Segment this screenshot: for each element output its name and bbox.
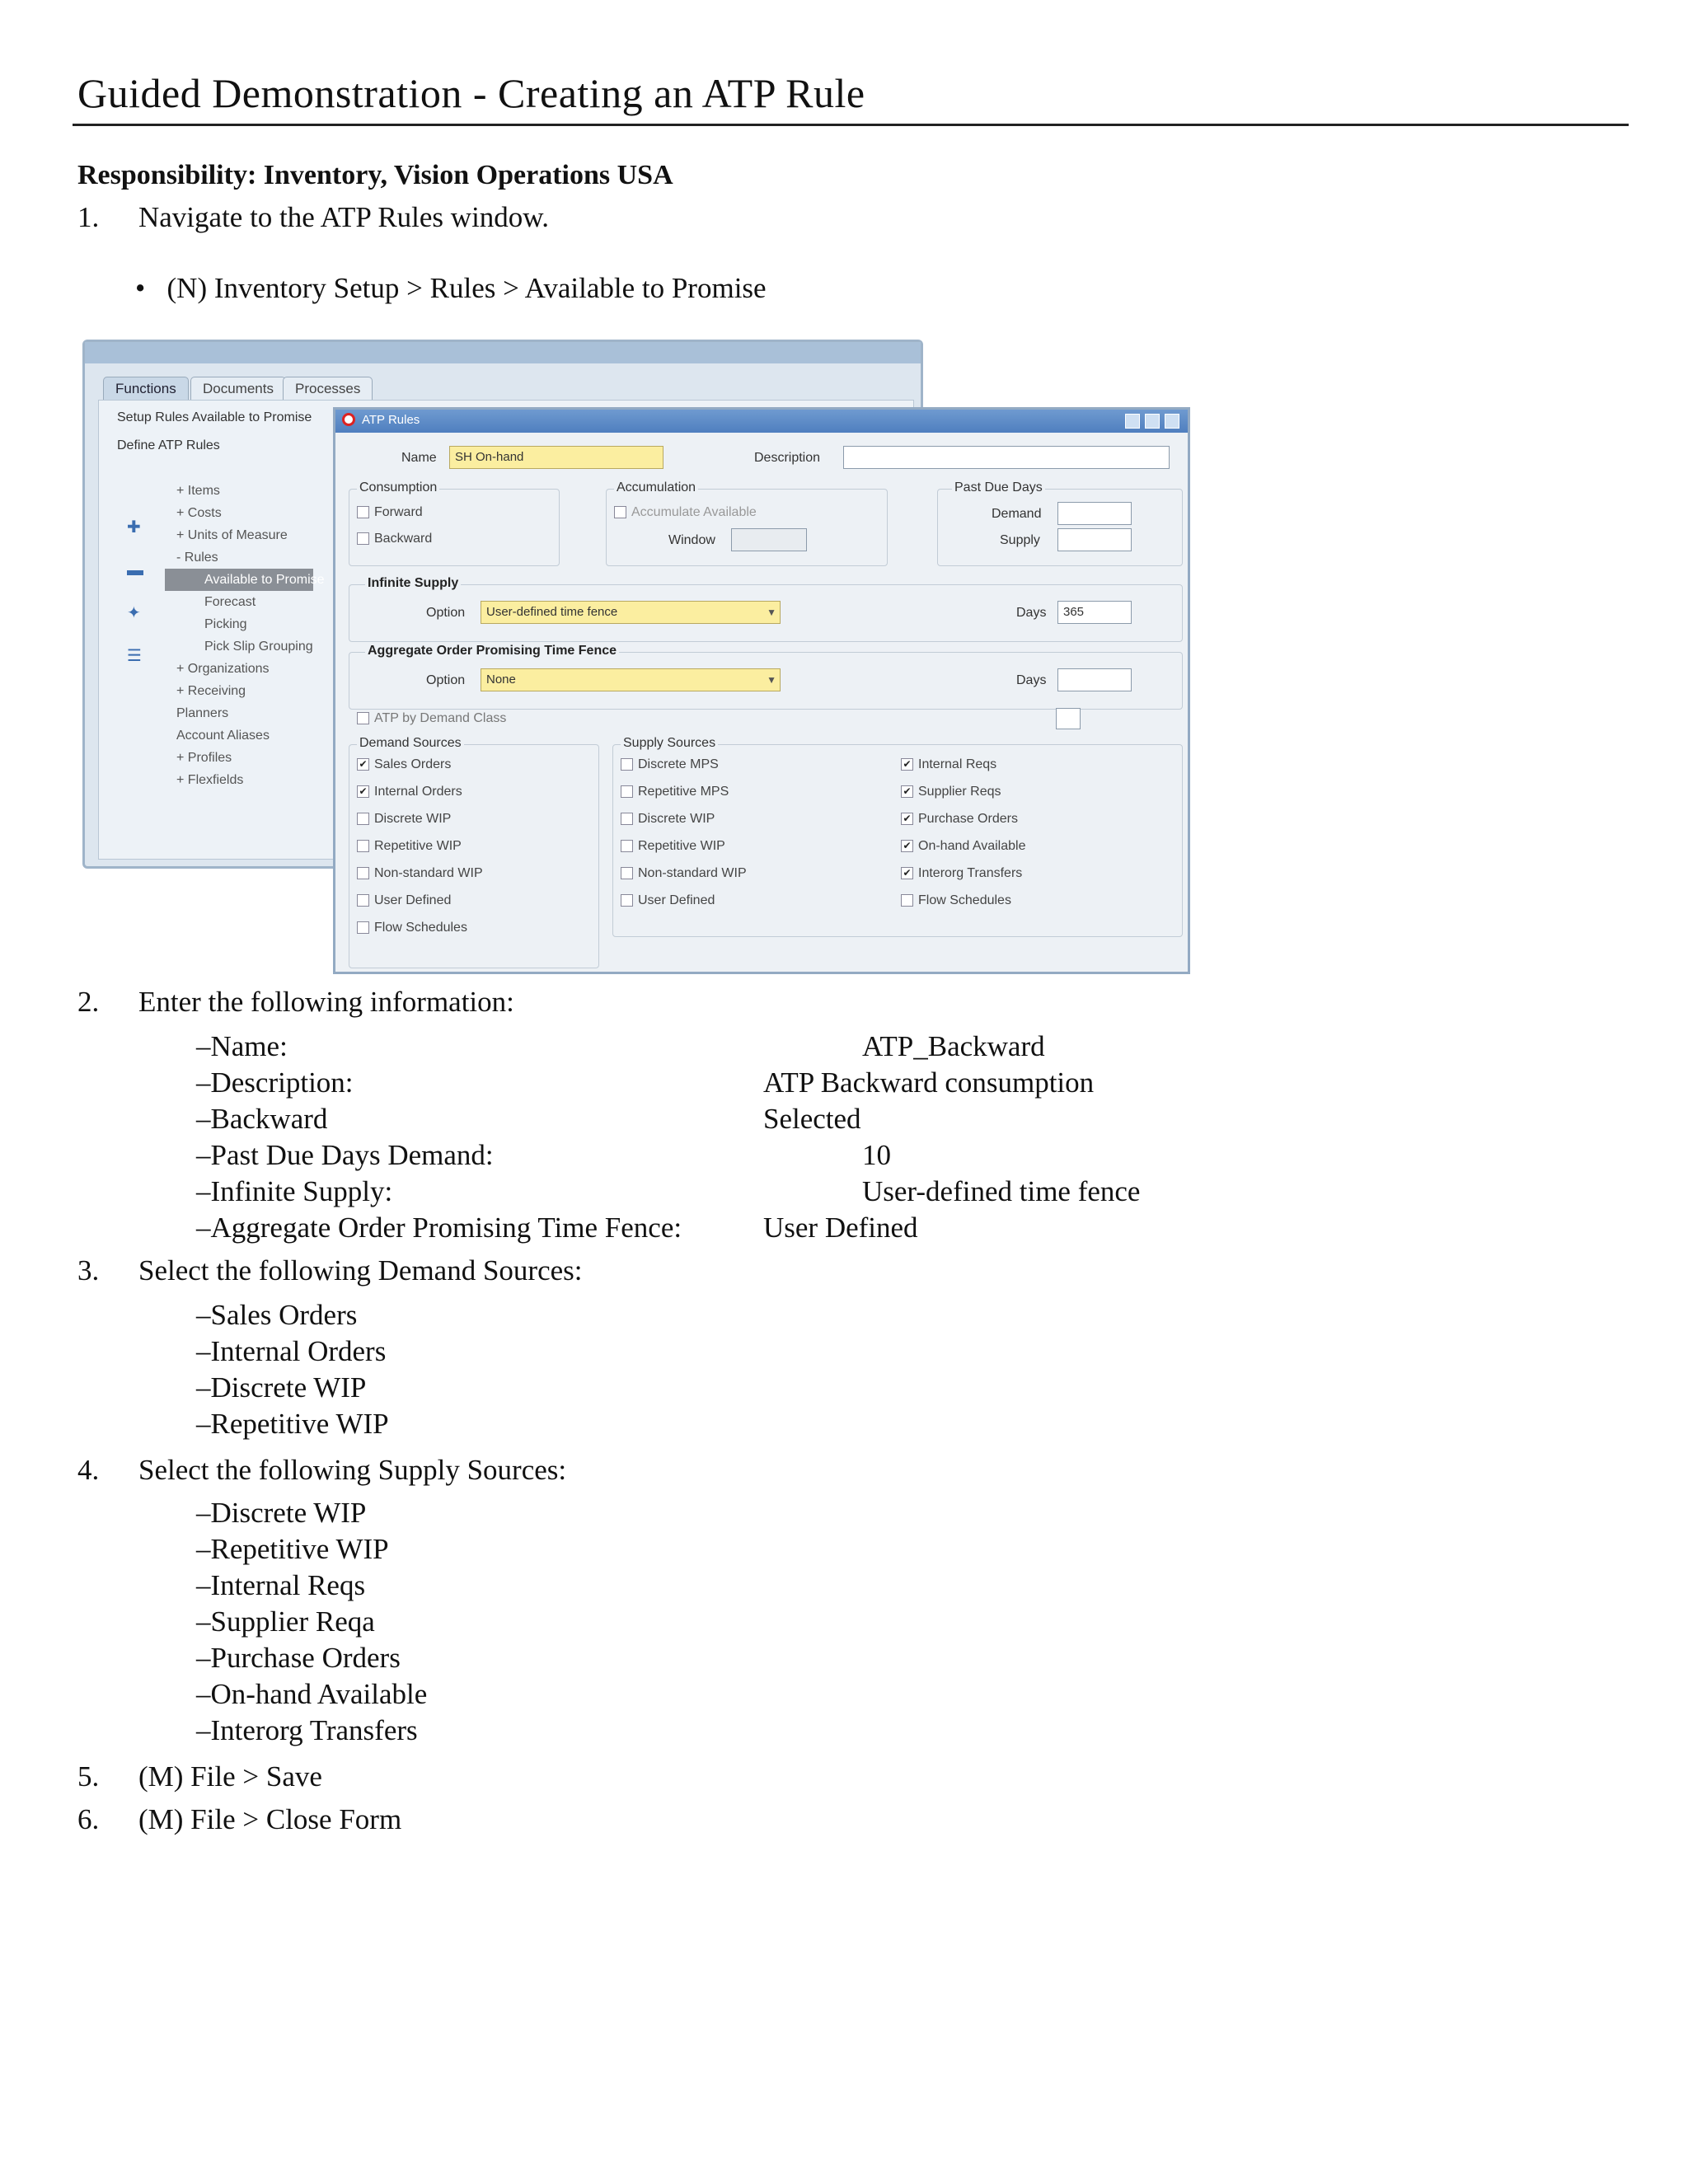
checkbox-box[interactable] <box>357 712 369 724</box>
source-label: Non-standard WIP <box>374 866 483 880</box>
tree-item[interactable]: Pick Slip Grouping <box>204 640 313 654</box>
source-label: Repetitive MPS <box>638 785 729 799</box>
source-label: User Defined <box>374 893 452 907</box>
backward-checkbox[interactable] <box>357 532 432 546</box>
tree-item[interactable]: + Receiving <box>176 684 246 698</box>
tree-item[interactable]: Planners <box>176 706 229 720</box>
checkbox-box[interactable] <box>621 785 633 798</box>
title-divider <box>73 124 1629 126</box>
source-label: User Defined <box>638 893 715 907</box>
source-label: Internal Orders <box>374 785 462 799</box>
tree-item[interactable]: + Costs <box>176 506 222 520</box>
name-field[interactable]: SH On-hand <box>449 446 663 469</box>
info-label: –Backward <box>196 1103 328 1135</box>
source-checkbox[interactable] <box>357 893 483 921</box>
navigator-tree <box>165 480 325 791</box>
source-checkbox[interactable] <box>621 839 747 866</box>
step-text: (M) File > Save <box>138 1760 322 1793</box>
step-2 <box>77 986 514 1019</box>
step-number: 6. <box>77 1803 100 1835</box>
check-icon[interactable]: ✔ <box>901 867 913 879</box>
checkbox-box[interactable] <box>357 894 369 907</box>
demand-source-item: –Internal Orders <box>196 1335 387 1367</box>
source-label: Internal Reqs <box>918 757 997 771</box>
supply-source-item: –Discrete WIP <box>196 1497 367 1529</box>
source-checkbox[interactable] <box>901 757 1025 785</box>
demand-source-item: –Discrete WIP <box>196 1371 367 1404</box>
supply-sources-column-2 <box>901 757 1025 921</box>
maximize-icon[interactable] <box>1145 414 1160 429</box>
source-label: Discrete MPS <box>638 757 719 771</box>
step-4 <box>77 1454 566 1487</box>
consumption-label: Consumption <box>357 480 439 495</box>
description-field[interactable] <box>843 446 1170 469</box>
supply-source-item: –Purchase Orders <box>196 1642 401 1674</box>
source-checkbox[interactable] <box>357 866 483 893</box>
step-text: Navigate to the ATP Rules window. <box>138 201 550 233</box>
collapse-all-icon[interactable]: ☰ <box>127 647 142 665</box>
source-label: Discrete WIP <box>374 812 452 826</box>
source-checkbox[interactable] <box>621 785 747 812</box>
accumulation-label: Accumulation <box>614 480 698 495</box>
past-due-demand-field[interactable] <box>1057 502 1132 525</box>
checkbox-box[interactable] <box>614 506 626 518</box>
info-value: User-defined time fence <box>862 1175 1141 1207</box>
chevron-down-icon[interactable]: ▼ <box>767 607 776 618</box>
step-number: 1. <box>77 201 100 233</box>
aggregate-option-label: Option <box>426 673 466 687</box>
tree-item[interactable]: + Profiles <box>176 751 232 765</box>
checkbox-box[interactable] <box>357 506 369 518</box>
supply-sources-label: Supply Sources <box>621 736 718 751</box>
step-text: (M) File > Close Form <box>138 1803 402 1835</box>
tree-item[interactable]: - Rules <box>176 551 218 565</box>
minimize-icon[interactable] <box>1125 414 1140 429</box>
tree-item[interactable]: Picking <box>204 617 247 631</box>
source-label: Repetitive WIP <box>638 839 725 853</box>
step-text: Select the following Supply Sources: <box>138 1454 567 1486</box>
tree-item[interactable]: + Items <box>176 484 220 498</box>
source-checkbox[interactable] <box>621 812 747 839</box>
aggregate-option-value: None <box>486 673 516 687</box>
tab-processes[interactable]: Processes <box>283 377 373 400</box>
tree-item[interactable]: + Units of Measure <box>176 528 288 542</box>
checkbox-box[interactable] <box>621 758 633 771</box>
supply-source-item: –Internal Reqs <box>196 1569 366 1601</box>
infinite-days-label: Days <box>1016 606 1047 620</box>
step-3 <box>77 1254 582 1287</box>
aggregate-days-field[interactable] <box>1057 668 1132 691</box>
oracle-logo-icon <box>342 413 355 426</box>
bullet-icon: • <box>135 272 146 304</box>
demand-source-item: –Sales Orders <box>196 1299 358 1331</box>
tree-item[interactable]: Available to Promise <box>165 569 313 591</box>
demand-source-item: –Repetitive WIP <box>196 1408 389 1440</box>
backward-label: Backward <box>374 532 433 546</box>
navigator-breadcrumb: Setup Rules Available to Promise <box>117 410 312 424</box>
step-number: 3. <box>77 1254 100 1286</box>
tab-documents[interactable]: Documents <box>190 377 286 400</box>
step-text: Enter the following information: <box>138 986 514 1018</box>
info-label: –Name: <box>196 1030 288 1062</box>
source-checkbox[interactable] <box>901 893 1025 921</box>
infinite-supply-option-select[interactable] <box>481 601 781 624</box>
tab-functions[interactable]: Functions <box>103 377 189 400</box>
source-checkbox[interactable] <box>621 866 747 893</box>
source-label: Interorg Transfers <box>918 866 1023 880</box>
consumption-group <box>349 489 560 566</box>
source-checkbox[interactable] <box>901 839 1025 866</box>
checkbox-box[interactable] <box>901 894 913 907</box>
navigator-title-bar <box>85 342 921 363</box>
source-checkbox[interactable] <box>357 812 483 839</box>
chevron-down-icon[interactable]: ▼ <box>767 674 776 686</box>
step-1 <box>77 201 549 234</box>
info-label: –Infinite Supply: <box>196 1175 393 1207</box>
atp-rules-window <box>333 407 1190 974</box>
checkbox-box[interactable] <box>621 894 633 907</box>
source-checkbox[interactable] <box>357 785 483 812</box>
source-label: Purchase Orders <box>918 812 1018 826</box>
demand-class-field[interactable] <box>1056 708 1081 729</box>
close-icon[interactable] <box>1165 414 1179 429</box>
source-label: Discrete WIP <box>638 812 715 826</box>
atp-demand-class-label: ATP by Demand Class <box>374 711 507 725</box>
source-label: On-hand Available <box>918 839 1026 853</box>
demand-sources-label: Demand Sources <box>357 736 464 751</box>
source-checkbox[interactable] <box>901 866 1025 893</box>
checkbox-box[interactable] <box>357 867 369 879</box>
tree-item[interactable]: + Organizations <box>176 662 270 676</box>
past-due-supply-field[interactable] <box>1057 528 1132 551</box>
expand-branch-icon[interactable]: ✦ <box>127 604 141 622</box>
navigation-path <box>135 272 767 305</box>
source-label: Non-standard WIP <box>638 866 747 880</box>
info-value: Selected <box>763 1103 861 1135</box>
source-checkbox[interactable] <box>901 812 1025 839</box>
info-value: User Defined <box>763 1212 918 1244</box>
info-label: –Aggregate Order Promising Time Fence: <box>196 1212 682 1244</box>
aggregate-days-label: Days <box>1016 673 1047 687</box>
window-label: Window <box>668 533 715 547</box>
step-number: 5. <box>77 1760 100 1793</box>
collapse-icon[interactable]: ▬ <box>127 561 143 579</box>
navigator-tool-buttons <box>127 506 145 681</box>
info-label: –Past Due Days Demand: <box>196 1139 494 1171</box>
step-6 <box>77 1803 401 1836</box>
accumulation-group <box>606 489 888 566</box>
navigator-heading: Define ATP Rules <box>117 438 220 452</box>
source-label: Supplier Reqs <box>918 785 1001 799</box>
checkbox-box[interactable] <box>357 532 369 545</box>
checkbox-box[interactable] <box>621 840 633 852</box>
info-value: ATP Backward consumption <box>763 1066 1095 1099</box>
atp-rules-title-bar <box>335 410 1188 433</box>
nav-path-text: (N) Inventory Setup > Rules > Available to Promise <box>166 272 767 304</box>
check-icon[interactable]: ✔ <box>357 758 369 771</box>
tree-item[interactable]: + Flexfields <box>176 773 244 787</box>
responsibility-line: Responsibility: Inventory, Vision Operations USA <box>77 160 673 190</box>
aggregate-option-select[interactable] <box>481 668 781 691</box>
aggregate-label: Aggregate Order Promising Time Fence <box>365 644 619 658</box>
supply-source-item: –On-hand Available <box>196 1678 428 1710</box>
page-title: Guided Demonstration - Creating an ATP Rule <box>77 70 865 116</box>
forward-checkbox[interactable] <box>357 505 423 520</box>
check-icon[interactable]: ✔ <box>901 785 913 798</box>
step-text: Select the following Demand Sources: <box>138 1254 583 1286</box>
accumulate-available-checkbox[interactable] <box>614 505 757 520</box>
step-5 <box>77 1760 322 1793</box>
step-number: 4. <box>77 1454 100 1486</box>
source-checkbox[interactable] <box>621 757 747 785</box>
tree-item[interactable]: Forecast <box>204 595 256 609</box>
source-checkbox[interactable] <box>901 785 1025 812</box>
past-due-days-label: Past Due Days <box>952 480 1045 495</box>
source-label: Repetitive WIP <box>374 839 462 853</box>
info-value: 10 <box>862 1139 891 1171</box>
demand-label: Demand <box>992 507 1042 521</box>
checkbox-box[interactable] <box>357 813 369 825</box>
step-number: 2. <box>77 986 100 1018</box>
supply-sources-column-1 <box>621 757 747 921</box>
infinite-option-value: User-defined time fence <box>486 605 618 619</box>
infinite-days-field[interactable]: 365 <box>1057 601 1132 624</box>
infinite-supply-label: Infinite Supply <box>365 576 461 591</box>
supply-label: Supply <box>1000 533 1040 547</box>
supply-source-item: –Repetitive WIP <box>196 1533 389 1565</box>
source-label: Flow Schedules <box>918 893 1011 907</box>
source-checkbox[interactable] <box>357 839 483 866</box>
past-due-days-group <box>937 489 1183 566</box>
forward-label: Forward <box>374 505 423 519</box>
description-label: Description <box>754 451 821 465</box>
source-label: Sales Orders <box>374 757 452 771</box>
checkbox-box[interactable] <box>621 867 633 879</box>
infinite-option-label: Option <box>426 606 466 620</box>
atp-demand-class-checkbox[interactable] <box>357 711 506 726</box>
supply-source-item: –Interorg Transfers <box>196 1714 418 1746</box>
source-label: Flow Schedules <box>374 921 467 935</box>
demand-sources-list <box>357 757 483 948</box>
checkbox-box[interactable] <box>357 840 369 852</box>
source-checkbox[interactable] <box>357 921 483 948</box>
expand-icon[interactable]: ✚ <box>127 518 141 537</box>
checkbox-box[interactable] <box>357 921 369 934</box>
check-icon[interactable]: ✔ <box>357 785 369 798</box>
supply-source-item: –Supplier Reqa <box>196 1605 375 1638</box>
accumulate-available-label: Accumulate Available <box>631 505 757 519</box>
window-field[interactable] <box>731 528 807 551</box>
name-label: Name <box>401 451 437 465</box>
checkbox-box[interactable] <box>621 813 633 825</box>
info-label: –Description: <box>196 1066 354 1099</box>
tree-item[interactable]: Account Aliases <box>176 729 270 743</box>
info-value: ATP_Backward <box>862 1030 1045 1062</box>
source-checkbox[interactable] <box>621 893 747 921</box>
check-icon[interactable]: ✔ <box>901 758 913 771</box>
check-icon[interactable]: ✔ <box>901 813 913 825</box>
window-title: ATP Rules <box>362 413 420 427</box>
check-icon[interactable]: ✔ <box>901 840 913 852</box>
source-checkbox[interactable] <box>357 757 483 785</box>
